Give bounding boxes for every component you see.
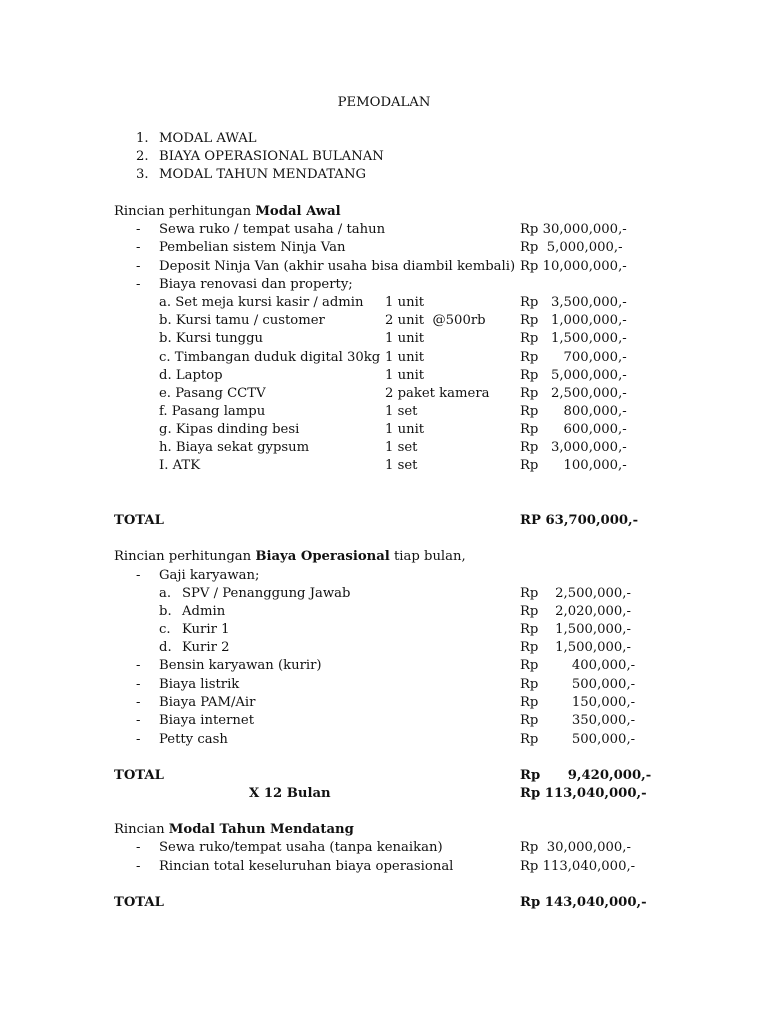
sub-item-qty: 2 unit @500rb [385, 313, 486, 328]
item-amount: Rp 5,000,000,- [520, 240, 623, 255]
heading-text: Rincian [114, 822, 169, 837]
heading-text: Rincian perhitungan [114, 204, 256, 219]
section-heading [114, 548, 466, 566]
item-label: Gaji karyawan; [159, 568, 260, 583]
item-amount: Rp 113,040,000,- [520, 859, 636, 874]
total-amount: RP 63,700,000,- [520, 513, 639, 528]
sub-item-amount: Rp 3,000,000,- [520, 440, 627, 455]
sub-item-letter: d. [159, 640, 172, 655]
sub-item-amount: Rp 3,500,000,- [520, 295, 627, 310]
sub-item-label: SPV / Penanggung Jawab [182, 586, 351, 601]
sub-item-letter: c. [159, 622, 171, 637]
sub-item-amount: Rp 2,500,000,- [520, 386, 627, 401]
sub-item-qty: 2 paket kamera [385, 386, 490, 401]
page-title: PEMODALAN [337, 95, 431, 110]
sub-item-amount: Rp 1,500,000,- [520, 622, 631, 637]
heading-bold-text: Modal Tahun Mendatang [168, 822, 354, 837]
sub-item-amount: Rp 100,000,- [520, 458, 627, 473]
heading-suffix-text: tiap bulan, [389, 549, 466, 564]
sub-item-label: Kurir 2 [182, 640, 230, 655]
item-amount: Rp 150,000,- [520, 695, 636, 710]
sub-item-qty: 1 set [385, 458, 418, 473]
sub-item-qty: 1 unit [385, 331, 425, 346]
section-heading [114, 203, 341, 221]
sub-item-label: Admin [182, 604, 226, 619]
sub-item-label: I. ATK [159, 458, 201, 473]
total-label: TOTAL [114, 768, 164, 783]
outline-item: BIAYA OPERASIONAL BULANAN [159, 149, 384, 164]
bullet-dash: - [136, 695, 141, 710]
bullet-dash: - [136, 732, 141, 747]
bullet-dash: - [136, 677, 141, 692]
sub-item-label: e. Pasang CCTV [159, 386, 266, 401]
outline-number: 3. [136, 167, 149, 182]
outline-item: MODAL AWAL [159, 131, 257, 146]
total-amount: Rp 9,420,000,- [520, 768, 652, 783]
sub-item-letter: a. [159, 586, 172, 601]
item-label: Petty cash [159, 732, 228, 747]
sub-item-label: d. Laptop [159, 368, 223, 383]
total-label: TOTAL [114, 895, 164, 910]
heading-bold-text: Biaya Operasional [255, 549, 390, 564]
sub-item-label: g. Kipas dinding besi [159, 422, 300, 437]
sub-item-label: c. Timbangan duduk digital 30kg [159, 350, 381, 365]
item-amount: Rp 350,000,- [520, 713, 636, 728]
item-amount: Rp 30,000,000,- [520, 840, 631, 855]
total-label: TOTAL [114, 513, 164, 528]
item-amount: Rp 10,000,000,- [520, 259, 627, 274]
item-label: Deposit Ninja Van (akhir usaha bisa diambil kembali) [159, 259, 516, 274]
heading-bold-text: Modal Awal [255, 204, 341, 219]
item-label: Biaya PAM/Air [159, 695, 256, 710]
sub-item-amount: Rp 5,000,000,- [520, 368, 627, 383]
multiplier-amount: Rp 113,040,000,- [520, 786, 647, 801]
sub-item-amount: Rp 2,500,000,- [520, 586, 631, 601]
sub-item-amount: Rp 800,000,- [520, 404, 627, 419]
item-label: Sewa ruko/tempat usaha (tanpa kenaikan) [159, 840, 443, 855]
bullet-dash: - [136, 277, 141, 292]
bullet-dash: - [136, 240, 141, 255]
sub-item-qty: 1 unit [385, 295, 425, 310]
sub-item-amount: Rp 2,020,000,- [520, 604, 631, 619]
sub-item-label: f. Pasang lampu [159, 404, 266, 419]
item-label: Biaya listrik [159, 677, 240, 692]
sub-item-amount: Rp 1,500,000,- [520, 331, 627, 346]
sub-item-amount: Rp 1,500,000,- [520, 640, 631, 655]
bullet-dash: - [136, 658, 141, 673]
sub-item-letter: b. [159, 604, 172, 619]
section-heading [114, 821, 354, 839]
sub-item-amount: Rp 600,000,- [520, 422, 627, 437]
sub-item-amount: Rp 700,000,- [520, 350, 627, 365]
sub-item-label: h. Biaya sekat gypsum [159, 440, 310, 455]
bullet-dash: - [136, 568, 141, 583]
bullet-dash: - [136, 840, 141, 855]
item-amount: Rp 400,000,- [520, 658, 636, 673]
outline-number: 2. [136, 149, 149, 164]
bullet-dash: - [136, 859, 141, 874]
sub-item-qty: 1 set [385, 404, 418, 419]
sub-item-qty: 1 set [385, 440, 418, 455]
sub-item-label: b. Kursi tunggu [159, 331, 264, 346]
bullet-dash: - [136, 713, 141, 728]
item-label: Bensin karyawan (kurir) [159, 658, 322, 673]
item-amount: Rp 30,000,000,- [520, 222, 627, 237]
sub-item-label: Kurir 1 [182, 622, 230, 637]
item-amount: Rp 500,000,- [520, 677, 636, 692]
item-label: Biaya internet [159, 713, 254, 728]
sub-item-qty: 1 unit [385, 368, 425, 383]
sub-item-amount: Rp 1,000,000,- [520, 313, 627, 328]
item-label: Biaya renovasi dan property; [159, 277, 353, 292]
sub-item-qty: 1 unit [385, 350, 425, 365]
item-label: Pembelian sistem Ninja Van [159, 240, 346, 255]
bullet-dash: - [136, 222, 141, 237]
total-amount: Rp 143,040,000,- [520, 895, 647, 910]
item-label: Rincian total keseluruhan biaya operasional [159, 859, 454, 874]
sub-item-qty: 1 unit [385, 422, 425, 437]
sub-item-label: b. Kursi tamu / customer [159, 313, 325, 328]
item-label: Sewa ruko / tempat usaha / tahun [159, 222, 386, 237]
multiplier-label: X 12 Bulan [249, 786, 331, 801]
heading-text: Rincian perhitungan [114, 549, 256, 564]
sub-item-label: a. Set meja kursi kasir / admin [159, 295, 364, 310]
item-amount: Rp 500,000,- [520, 732, 636, 747]
outline-number: 1. [136, 131, 149, 146]
outline-item: MODAL TAHUN MENDATANG [159, 167, 367, 182]
bullet-dash: - [136, 259, 141, 274]
